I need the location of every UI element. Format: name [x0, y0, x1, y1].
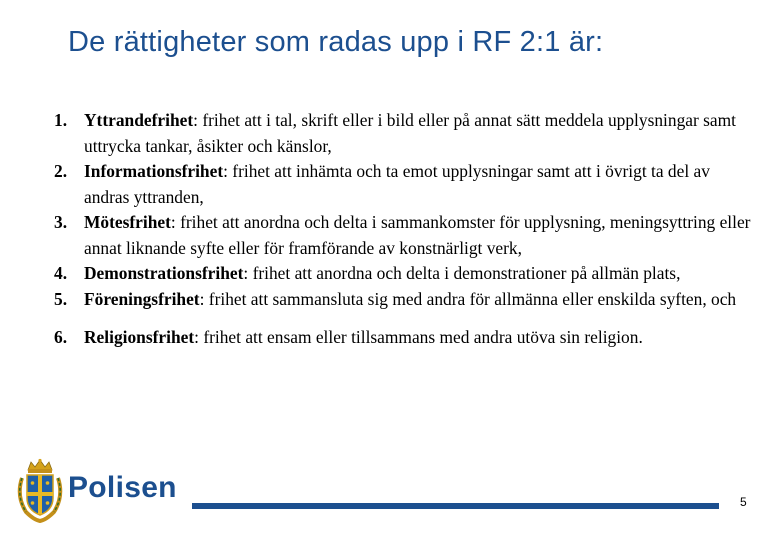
item-number: 6.: [54, 327, 68, 347]
slide-title: De rättigheter som radas upp i RF 2:1 är:: [68, 26, 604, 58]
item-text: : frihet att ensam eller tillsammans med andra utöva sin religion.: [194, 327, 643, 347]
list-item: [54, 261, 754, 287]
item-text: : frihet att inhämta och ta emot upplysningar samt att i övrigt ta del av andras yttranden,: [84, 161, 710, 207]
item-text: : frihet att i tal, skrift eller i bild eller på annat sätt meddela upplysningar samt uttrycka tankar, åsikter och känslor,: [84, 110, 736, 156]
item-text: : frihet att anordna och delta i sammankomster för upplysning, meningsyttring eller annat liknande syfte eller för framförande av konstnärligt verk,: [84, 212, 751, 258]
list-item: [54, 287, 754, 313]
item-term: Föreningsfrihet: [84, 288, 200, 309]
item-number: 3.: [54, 212, 68, 232]
item-number: 4.: [54, 263, 68, 283]
police-crest-icon: [14, 458, 66, 524]
item-text: : frihet att anordna och delta i demonstrationer på allmän plats,: [243, 263, 681, 283]
rights-list: [54, 108, 754, 351]
item-term: Mötesfrihet: [84, 212, 171, 232]
logo-text: Polisen: [68, 471, 177, 504]
item-text: : frihet att sammansluta sig med andra för allmänna eller enskilda syften, och: [199, 288, 737, 309]
list-item: [54, 210, 754, 261]
item-term: Religionsfrihet: [84, 327, 195, 347]
list-item: [54, 159, 754, 210]
item-number: 2.: [54, 161, 68, 181]
item-term: Yttrandefrihet: [84, 110, 194, 130]
footer-divider: [192, 503, 719, 509]
page-number: 5: [740, 495, 747, 509]
item-number: 1.: [54, 110, 68, 130]
list-item: [54, 108, 754, 159]
polisen-logo: [14, 458, 184, 524]
item-number: 5.: [54, 288, 68, 309]
list-item: [54, 325, 754, 351]
item-term: Informationsfrihet: [84, 161, 224, 181]
item-term: Demonstrationsfrihet: [84, 263, 244, 283]
